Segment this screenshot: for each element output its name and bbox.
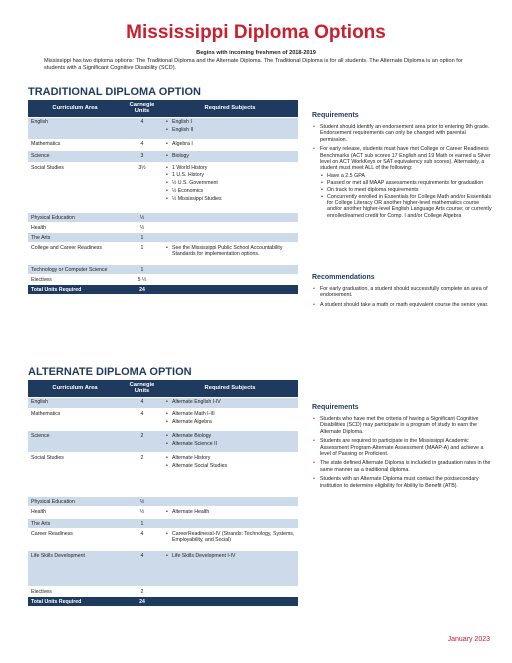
- subject-item: • Alternate Math I-III: [165, 411, 295, 417]
- table-row: [28, 223, 298, 233]
- required-subjects-cell: [162, 497, 298, 507]
- required-subjects-cell: [162, 163, 298, 213]
- page-subtitle: Begins with incoming freshmen of 2018-2019: [196, 50, 316, 56]
- traditional-table: [28, 100, 298, 294]
- subject-item: • See the Mississippi Public School Accountability Standards for implementation options.: [165, 245, 295, 257]
- sub-list: [320, 173, 492, 219]
- required-subjects-cell: [162, 213, 298, 223]
- required-subjects-cell: [162, 409, 298, 431]
- curriculum-area-cell: Electives: [28, 587, 122, 597]
- list-item: [312, 302, 492, 308]
- col-carnegie-units: Carnegie Units: [122, 100, 162, 117]
- col-carnegie-units: Carnegie Units: [122, 380, 162, 397]
- traditional-requirements-heading: Requirements: [312, 112, 359, 119]
- list-item-text: A student should take a math or math equivalent course the senior year.: [320, 301, 489, 308]
- required-subjects-cell: [162, 223, 298, 233]
- curriculum-area-cell: College and Career Readiness: [28, 243, 122, 265]
- subjects-list: [165, 119, 295, 133]
- traditional-requirements: [312, 124, 492, 222]
- list-item-text: For early release, students must have met College or Career Readiness Benchmarks (ACT sub scores 17 English and 19 Math or earned a Silver level on ACT WorkKeys or SAT equivalency sub scores). Alternately, a student must meet ALL of the following:: [320, 146, 491, 172]
- required-subjects-cell: [162, 453, 298, 497]
- required-subjects-cell: [162, 551, 298, 587]
- sub-list-item: • Concurrently enrolled in Essentials for College Math and/or Essentials for College Literacy OR another higher-level mathematics course and/or another higher-level English Language Arts course; or currently enrolled/earned credit for Comp. I and/or College Algebra: [320, 194, 492, 220]
- list-item-text: Students with an Alternate Diploma must contact the postsecondary institution to determine eligibility for Ability to Benefit (ATB).: [320, 476, 479, 489]
- list-item: [312, 146, 492, 219]
- alternate-table: [28, 380, 298, 606]
- subjects-list: [165, 165, 295, 202]
- subject-item: • Biology: [165, 153, 295, 159]
- total-empty-cell: [162, 597, 298, 607]
- table-row: [28, 233, 298, 243]
- alternate-requirements-heading: Requirements: [312, 404, 359, 411]
- col-curriculum-area: Curriculum Area: [28, 100, 122, 117]
- sub-list-item: • On track to meet diploma requirements: [320, 187, 492, 193]
- col-curriculum-area: Curriculum Area: [28, 380, 122, 397]
- curriculum-area-cell: Social Studies: [28, 163, 122, 213]
- subjects-list: [165, 399, 295, 405]
- sub-list-item: • Have a 2.5 GPA: [320, 173, 492, 179]
- total-row: [28, 285, 298, 295]
- table-row: [28, 431, 298, 453]
- page-title: Mississippi Diploma Options: [126, 22, 386, 43]
- subjects-list: [165, 509, 295, 515]
- list-item: [312, 438, 492, 457]
- subject-item: • Life Skills Development I-IV: [165, 553, 295, 559]
- curriculum-area-cell: Science: [28, 431, 122, 453]
- footer-date: January 2023: [447, 636, 490, 643]
- carnegie-units-cell: ½: [122, 507, 162, 519]
- curriculum-area-cell: The Arts: [28, 233, 122, 243]
- carnegie-units-cell: 4: [122, 409, 162, 431]
- subjects-list: [165, 433, 295, 447]
- subjects-list: [165, 153, 295, 159]
- required-subjects-cell: [162, 275, 298, 285]
- subject-item: • CareerReadinessI-IV (Strands: Technology, Systems, Employability, and Social): [165, 531, 295, 543]
- table-row: [28, 265, 298, 275]
- table-row: [28, 163, 298, 213]
- subjects-list: [165, 531, 295, 543]
- subject-item: • ½ U.S. Government: [165, 180, 295, 186]
- subject-item: • English II: [165, 127, 295, 133]
- required-subjects-cell: [162, 397, 298, 409]
- required-subjects-cell: [162, 265, 298, 275]
- required-subjects-cell: [162, 529, 298, 551]
- required-subjects-cell: [162, 233, 298, 243]
- table-row: [28, 275, 298, 285]
- total-row: [28, 597, 298, 607]
- table-row: [28, 529, 298, 551]
- total-label-cell: Total Units Required: [28, 597, 122, 607]
- subject-item: • Alternate Algebra: [165, 419, 295, 425]
- subject-item: • 1 World History: [165, 165, 295, 171]
- curriculum-area-cell: Mathematics: [28, 409, 122, 431]
- curriculum-area-cell: Electives: [28, 275, 122, 285]
- required-subjects-cell: [162, 151, 298, 163]
- table-row: [28, 507, 298, 519]
- table-row: [28, 587, 298, 597]
- col-required-subjects: Required Subjects: [162, 380, 298, 397]
- list-item: [312, 124, 492, 143]
- traditional-recommendations: [312, 286, 492, 311]
- required-subjects-cell: [162, 243, 298, 265]
- curriculum-area-cell: The Arts: [28, 519, 122, 529]
- subject-item: • ½ Mississippi Studies: [165, 196, 295, 202]
- subject-item: • English I: [165, 119, 295, 125]
- table-row: [28, 453, 298, 497]
- subject-item: • Alternate History: [165, 455, 295, 461]
- carnegie-units-cell: 4: [122, 397, 162, 409]
- curriculum-area-cell: Health: [28, 223, 122, 233]
- table-row: [28, 409, 298, 431]
- carnegie-units-cell: 1: [122, 519, 162, 529]
- list-item-text: Students are required to participate in the Mississippi Academic Assessment Program-Alternate Assessment (MAAP-A) and achieve a level of Passing or Proficient.: [320, 438, 484, 458]
- carnegie-units-cell: 1: [122, 233, 162, 243]
- table-row: [28, 139, 298, 151]
- carnegie-units-cell: ½: [122, 213, 162, 223]
- table-row: [28, 213, 298, 223]
- carnegie-units-cell: 1: [122, 265, 162, 275]
- carnegie-units-cell: 4: [122, 551, 162, 587]
- carnegie-units-cell: 3: [122, 151, 162, 163]
- required-subjects-cell: [162, 139, 298, 151]
- list-item-text: Students who have met the criteria of having a Significant Cognitive Disabilities (SCD) may participate in a program of study to earn the Alternate Diploma.: [320, 416, 479, 435]
- total-units-cell: 24: [122, 597, 162, 607]
- alternate-heading: ALTERNATE DIPLOMA OPTION: [28, 366, 192, 378]
- curriculum-area-cell: Physical Education: [28, 213, 122, 223]
- list-item-text: Student should identify an endorsement area prior to entering 9th grade. Endorsement requirements can only be changed with parental permission.: [320, 124, 490, 143]
- list-item-text: For early graduation, a student should successfully complete an area of endorsement.: [320, 286, 488, 299]
- curriculum-area-cell: Technology or Computer Science: [28, 265, 122, 275]
- table-row: [28, 151, 298, 163]
- required-subjects-cell: [162, 431, 298, 453]
- subject-item: • Alternate English I-IV: [165, 399, 295, 405]
- subject-item: • Algebra I: [165, 141, 295, 147]
- subjects-list: [165, 245, 295, 257]
- list-item: [312, 416, 492, 435]
- list-item: [312, 286, 492, 299]
- curriculum-area-cell: English: [28, 397, 122, 409]
- carnegie-units-cell: 2: [122, 453, 162, 497]
- required-subjects-cell: [162, 117, 298, 139]
- total-label-cell: Total Units Required: [28, 285, 122, 295]
- curriculum-area-cell: Life Skills Development: [28, 551, 122, 587]
- subject-item: • Alternate Science II: [165, 441, 295, 447]
- subjects-list: [165, 553, 295, 559]
- carnegie-units-cell: 2: [122, 431, 162, 453]
- curriculum-area-cell: Social Studies: [28, 453, 122, 497]
- subjects-list: [165, 141, 295, 147]
- table-row: [28, 497, 298, 507]
- carnegie-units-cell: 4: [122, 117, 162, 139]
- subject-item: • Alternate Social Studies: [165, 463, 295, 469]
- required-subjects-cell: [162, 587, 298, 597]
- subjects-list: [165, 455, 295, 469]
- curriculum-area-cell: Physical Education: [28, 497, 122, 507]
- carnegie-units-cell: 4: [122, 529, 162, 551]
- carnegie-units-cell: ½: [122, 223, 162, 233]
- carnegie-units-cell: 5 ½: [122, 275, 162, 285]
- curriculum-area-cell: Science: [28, 151, 122, 163]
- carnegie-units-cell: ½: [122, 497, 162, 507]
- subjects-list: [165, 411, 295, 425]
- carnegie-units-cell: 3½: [122, 163, 162, 213]
- carnegie-units-cell: 2: [122, 587, 162, 597]
- traditional-heading: TRADITIONAL DIPLOMA OPTION: [28, 86, 201, 98]
- required-subjects-cell: [162, 519, 298, 529]
- total-empty-cell: [162, 285, 298, 295]
- subject-item: • Alternate Biology: [165, 433, 295, 439]
- intro-text: Mississippi has two diploma options: The Traditional Diploma and the Alternate Diploma. The Traditional Diploma is for all students. The Alternate Diploma is an option for students with a Significant Cognitive Disability (SCD).: [44, 58, 463, 71]
- curriculum-area-cell: English: [28, 117, 122, 139]
- total-units-cell: 24: [122, 285, 162, 295]
- sub-list-item: • Passed or met all MAAP assessments requirements for graduation: [320, 180, 492, 186]
- subject-item: • ½ Economics: [165, 188, 295, 194]
- carnegie-units-cell: 4: [122, 139, 162, 151]
- table-row: [28, 551, 298, 587]
- traditional-recommendations-heading: Recommendations: [312, 274, 375, 281]
- curriculum-area-cell: Career Readiness: [28, 529, 122, 551]
- list-item: [312, 476, 492, 489]
- curriculum-area-cell: Health: [28, 507, 122, 519]
- carnegie-units-cell: 1: [122, 243, 162, 265]
- col-required-subjects: Required Subjects: [162, 100, 298, 117]
- table-row: [28, 397, 298, 409]
- table-row: [28, 519, 298, 529]
- subject-item: • Alternate Health: [165, 509, 295, 515]
- curriculum-area-cell: Mathematics: [28, 139, 122, 151]
- alternate-requirements: [312, 416, 492, 492]
- table-row: [28, 243, 298, 265]
- list-item-text: The state defined Alternate Diploma is included in graduation rates in the same manner as a traditional diploma.: [320, 460, 491, 473]
- required-subjects-cell: [162, 507, 298, 519]
- table-row: [28, 117, 298, 139]
- subject-item: • 1 U.S. History: [165, 172, 295, 178]
- list-item: [312, 460, 492, 473]
